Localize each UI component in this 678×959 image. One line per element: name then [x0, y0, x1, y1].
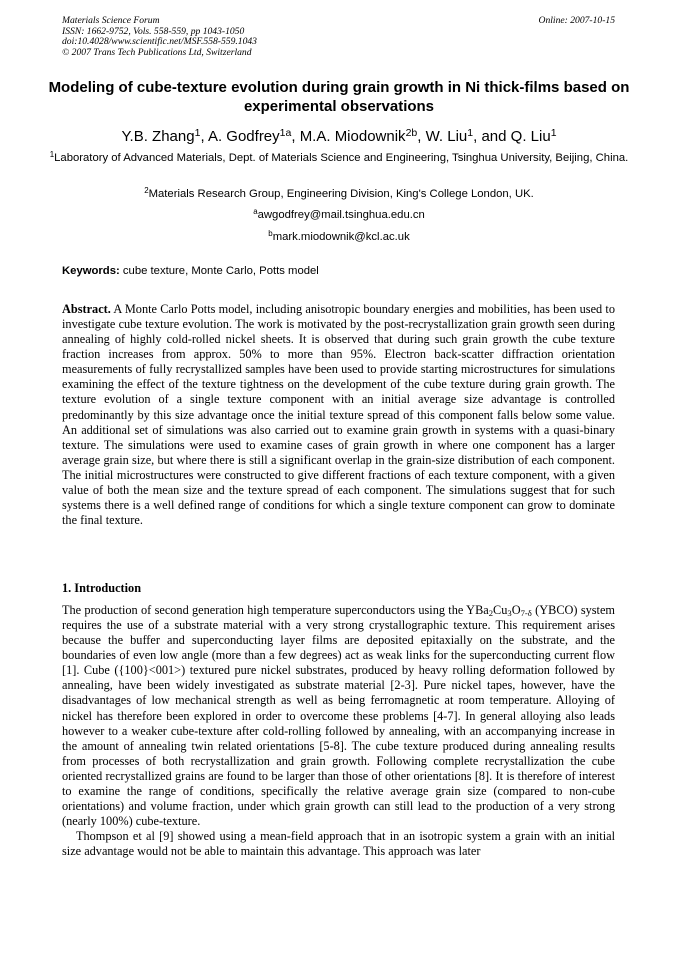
affiliation-mark: 1: [49, 150, 55, 160]
author-affiliation-mark: 1a: [279, 127, 292, 140]
abstract-label: Abstract.: [62, 302, 111, 316]
journal-name: Materials Science Forum: [62, 15, 160, 26]
email-a: [40, 208, 638, 223]
abstract: [62, 302, 615, 528]
subscript: 7-δ: [520, 608, 532, 619]
subscript: 2: [488, 608, 494, 619]
affiliation-mark: 2: [144, 186, 149, 196]
intro-text: (YBCO) system requires the use of a substrate material with a very strong crystallographic texture. This requirement arises because the buffer and superconducting layer films are deposited epitaxially on the substrate, and the boundaries of even low angle (more than a few degrees) act as weak links for the superconducting current flow [1]. Cube ({100}<001>) textured pure nickel substrates, produced by heavy rolling deformation followed by annealing, have been widely investigated as substrate material [2-3]. Pure nickel tapes, however, have the disadvantages of low mechanical strength as well as being ferromagnetic at room temperature. Alloying of nickel has therefore been explored in order to overcome these problems [4-7]. In general alloying also leads however to a weaker cube-texture after cold-rolling followed by annealing, with an accompanying increase in the amount of annealing twin related orientations [5-8]. The cube texture produced during annealing results from processes of both recrystallization and grain growth. Following complete recrystallization the cube oriented recrystallized grains are found to be larger than those of other orientations [8]. It is therefore of interest to examine the range of conditions, specifically the relative average grain size (compared to non-cube orientations) and volume fraction, under which grain growth can still lead to the production of a very strong (nearly 100%) cube-texture.: [62, 603, 615, 829]
affiliation-text: Materials Research Group, Engineering Division, King's College London, UK.: [148, 188, 534, 200]
affiliation-1: [40, 151, 638, 166]
section-heading: 1. Introduction: [62, 581, 142, 595]
email-mark: b: [268, 229, 273, 239]
introduction-body: [62, 603, 615, 859]
affiliation-text: Laboratory of Advanced Materials, Dept. of Materials Science and Engineering, Tsinghua University, Beijing, China.: [54, 152, 629, 164]
author-affiliation-mark: 2b: [405, 127, 418, 140]
paper-title: Modeling of cube-texture evolution during grain growth in Ni thick-films based on experimental observations: [48, 79, 630, 115]
email-mark: a: [253, 207, 258, 217]
issn-line: ISSN: 1662-9752, Vols. 558-559, pp 1043-1050: [62, 25, 245, 37]
online-date: Online: 2007-10-15: [538, 15, 615, 26]
email-b: [40, 230, 638, 245]
abstract-text: A Monte Carlo Potts model, including anisotropic boundary energies and mobilities, has been used to investigate cube texture evolution. The work is motivated by the post-recrystallization grain growth seen during annealing of highly cold-rolled nickel sheets. It is observed that during such grain growth the cube texture fraction increases from approx. 50% to more than 95%. Electron back-scatter diffraction orientation measurements of fully recrystallized samples have been used to provide starting microstructures for simulations examining the effect of the texture tightness on the development of the cube texture during grain growth. The texture evolution of a single texture component with an initial average size advantage is controlled predominantly by this size advantage once the initial texture spread of this component falls below some value. An additional set of simulations was also carried out to examine grain growth in systems with a quasi-binary texture. The simulations were used to examine cases of grain growth in where one component has a larger average grain size, but where there is still a significant overlap in the grain-size distribution of each component. The initial microstructures were constructed to give different fractions of each texture component, with a given value of both the mean size and the texture spread of each component. The simulations suggest that for such systems there is a well defined range of conditions for which a single texture component can grow to dominate the final texture.: [62, 302, 615, 528]
author-list: [30, 128, 648, 146]
affiliation-2: [40, 187, 638, 202]
copyright-line: © 2007 Trans Tech Publications Ltd, Switzerland: [62, 46, 252, 58]
intro-paragraph-1: [62, 603, 615, 829]
author-name: A. Godfrey: [207, 128, 280, 145]
doi-line: doi:10.4028/www.scientific.net/MSF.558-559.1043: [62, 36, 257, 48]
author-separator: ,: [417, 128, 426, 145]
author-affiliation-mark: 1: [194, 127, 201, 140]
email-address: awgodfrey@mail.tsinghua.edu.cn: [257, 209, 425, 221]
intro-paragraph-2: Thompson et al [9] showed using a mean-field approach that in an isotropic system a grain with an initial size advantage would not be able to maintain this advantage. This approach was later: [62, 829, 615, 859]
author-name: M.A. Miodownik: [299, 128, 406, 145]
author-name: Y.B. Zhang: [121, 128, 195, 145]
author-name: Q. Liu: [510, 128, 551, 145]
keywords-label: Keywords:: [62, 265, 120, 277]
intro-text: O: [511, 603, 521, 617]
journal-header: [62, 16, 615, 58]
keywords: [62, 264, 615, 278]
email-address: mark.miodownik@kcl.ac.uk: [272, 231, 410, 243]
intro-text: Cu: [493, 603, 508, 617]
author-name: W. Liu: [425, 128, 468, 145]
subscript: 3: [507, 608, 512, 619]
author-separator: , and: [473, 128, 511, 145]
author-separator: ,: [291, 128, 300, 145]
author-affiliation-mark: 1: [467, 127, 474, 140]
keywords-text: cube texture, Monte Carlo, Potts model: [119, 265, 319, 277]
author-affiliation-mark: 1: [550, 127, 557, 140]
intro-text: The production of second generation high temperature superconductors using the YBa: [62, 603, 489, 617]
author-separator: ,: [200, 128, 208, 145]
